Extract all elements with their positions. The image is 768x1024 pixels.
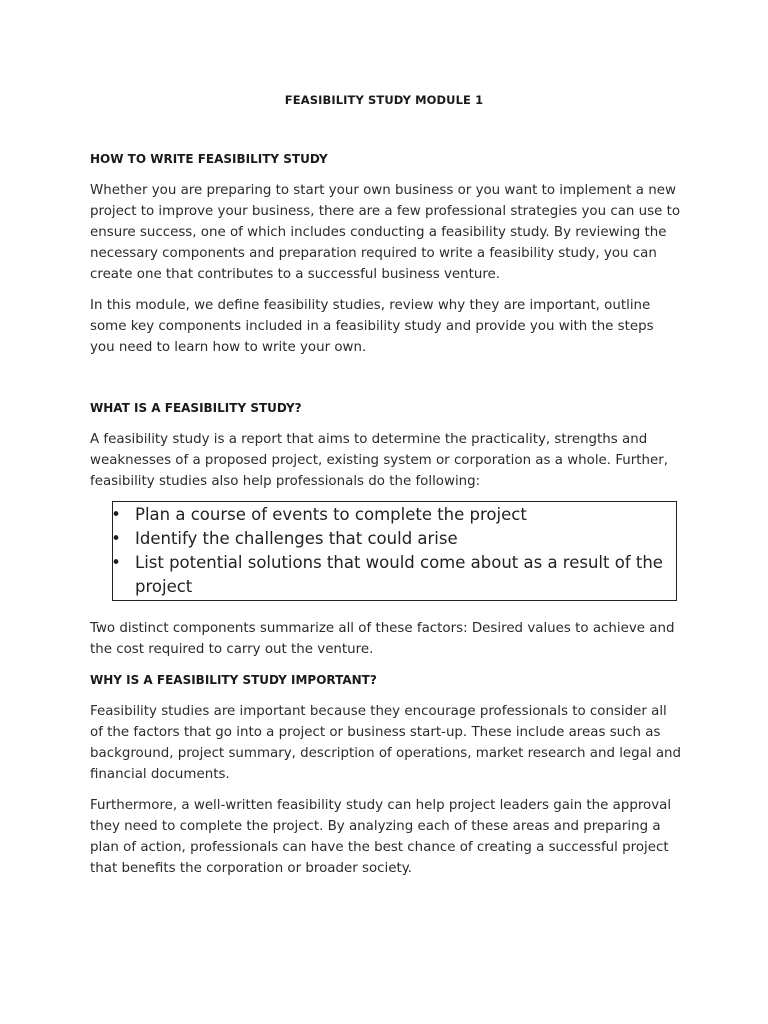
bullet-list [111,503,666,599]
list-item [111,551,666,599]
list-item [111,527,666,551]
bullet-icon: • [111,553,121,572]
bullet-list-box [112,501,677,601]
list-item-text: List potential solutions that would come about as a result of the project [135,553,663,596]
bullet-icon: • [111,505,121,524]
list-item-text: Identify the challenges that could arise [135,529,458,548]
paragraph-components-summary: Two distinct components summarize all of these factors: Desired values to achieve and the cost required to carry out the venture. [90,621,675,657]
list-item [111,503,666,527]
section-heading-how-to-write: HOW TO WRITE FEASIBILITY STUDY [90,152,328,166]
paragraph-approval: Furthermore, a well-written feasibility study can help project leaders gain the approval they need to complete the project. By analyzing each of these areas and preparing a plan of action, professionals can have the best chance of creating a successful project that benefits the corporation or broader society. [90,798,672,876]
paragraph-importance: Feasibility studies are important because they encourage professionals to consider all of the factors that go into a project or business start-up. These include areas such as background, project summary, description of operations, market research and legal and financial documents. [90,704,682,782]
document-body [90,150,682,879]
section-heading-what-is: WHAT IS A FEASIBILITY STUDY? [90,401,302,415]
paragraph-module-overview: In this module, we define feasibility studies, review why they are important, outline some key components included in a feasibility study and provide you with the steps you need to learn how to write your own. [90,298,654,355]
paragraph-definition: A feasibility study is a report that aims to determine the practicality, strengths and weaknesses of a proposed project, existing system or corporation as a whole. Further, feasibility studies also help professionals do the following: [90,432,669,489]
list-item-text: Plan a course of events to complete the project [135,505,527,524]
paragraph-intro: Whether you are preparing to start your own business or you want to implement a new project to improve your business, there are a few professional strategies you can use to ensure success, one of which includes conducting a feasibility study. By reviewing the necessary components and preparation required to write a feasibility study, you can create one that contributes to a successful business venture. [90,183,681,282]
section-heading-why-important: WHY IS A FEASIBILITY STUDY IMPORTANT? [90,673,377,687]
bullet-icon: • [111,529,121,548]
document-title: FEASIBILITY STUDY MODULE 1 [284,93,484,107]
